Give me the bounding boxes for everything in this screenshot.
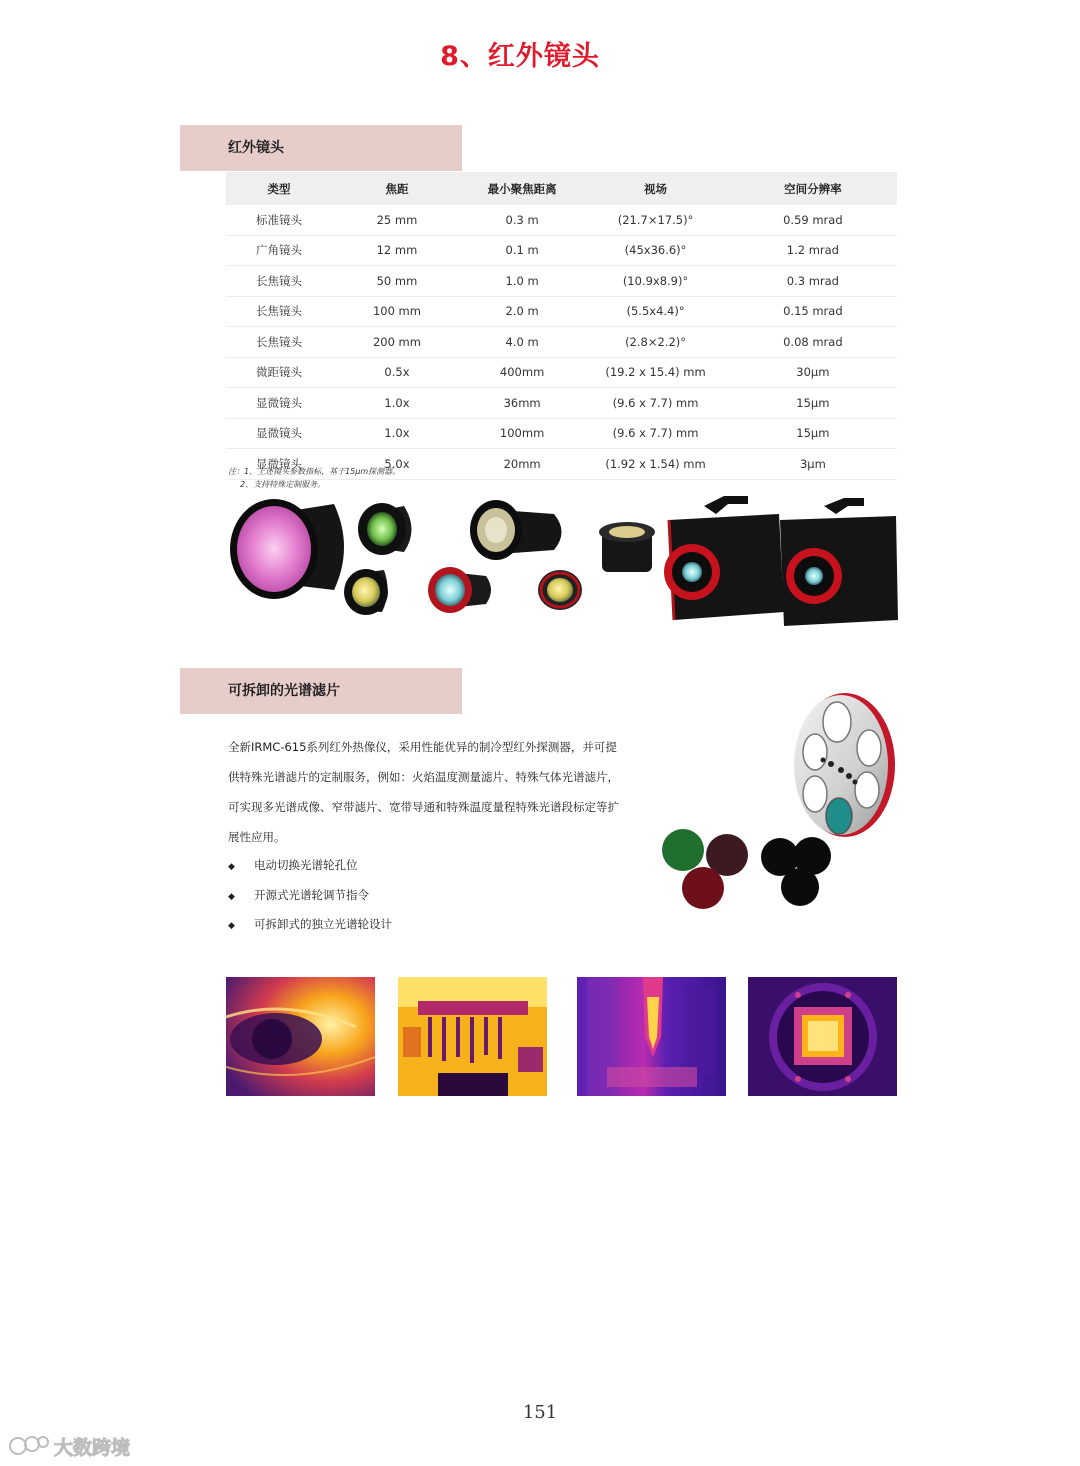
filter-description [228,732,628,852]
feature-bullet-list [228,851,392,940]
table-cell: (9.6 x 7.7) mm [582,388,728,419]
page-title: 8、红外镜头 [440,41,600,72]
table-cell: (5.5x4.4)° [582,296,728,327]
table-cell: 标准镜头 [226,205,332,235]
table-cell: 广角镜头 [226,235,332,266]
table-cell: 50 mm [332,266,462,297]
table-cell: 长焦镜头 [226,327,332,358]
diamond-bullet-icon: ◆ [228,862,235,872]
watermark-logo-icon [8,1433,50,1459]
table-cell: (2.8×2.2)° [582,327,728,358]
note-line: 注：1、上述镜头参数指标，基于15μm探测器。 [228,467,401,476]
filter-discs-image [662,829,831,909]
table-cell: 100mm [462,418,582,449]
small-lens-image [344,569,388,615]
list-item [228,881,392,911]
page-number: 151 [522,1402,558,1423]
table-header-row [226,172,897,205]
camera-image [664,496,784,620]
table-cell: 0.3 mrad [729,266,897,297]
watermark-text: 大数跨境 [54,1436,131,1459]
table-cell: 200 mm [332,327,462,358]
thermal-image-eye [226,977,375,1096]
column-header: 视场 [582,172,728,205]
table-cell: 3μm [729,449,897,480]
table-cell: (10.9x8.9)° [582,266,728,297]
table-cell: (21.7×17.5)° [582,205,728,235]
table-cell: 2.0 m [462,296,582,327]
section-heading-filters: 可拆卸的光谱滤片 [180,668,462,714]
description-line: 可实现多光谱成像、窄带滤片、宽带导通和特殊温度量程特殊光谱段标定等扩 [228,800,619,814]
table-note [228,465,400,491]
table-cell: 25 mm [332,205,462,235]
table-cell: 100 mm [332,296,462,327]
table-cell: 微距镜头 [226,357,332,388]
small-lens-image [428,567,491,613]
table-cell: 12 mm [332,235,462,266]
watermark [8,1430,130,1462]
list-item [228,851,392,881]
description-line: 全新IRMC-615系列红外热像仪，采用性能优异的制冷型红外探测器，并可提 [228,740,617,754]
table-cell: (45x36.6)° [582,235,728,266]
table-cell: 长焦镜头 [226,296,332,327]
table-cell: 0.5x [332,357,462,388]
filter-wheel-photo [655,690,905,915]
table-cell: 20mm [462,449,582,480]
table-cell: 5.0x [332,449,462,480]
table-cell: 1.0 m [462,266,582,297]
table-row [226,205,897,235]
table-cell: 0.1 m [462,235,582,266]
table-cell: (9.6 x 7.7) mm [582,418,728,449]
list-item [228,910,392,940]
table-row [226,327,897,358]
small-lens-image [358,503,412,555]
lens-product-photos [224,492,900,632]
column-header: 空间分辨率 [729,172,897,205]
table-cell: 长焦镜头 [226,266,332,297]
table-row [226,266,897,297]
table-cell: 显微镜头 [226,449,332,480]
thermal-image-chip [748,977,897,1096]
table-row [226,296,897,327]
table-cell: 0.15 mrad [729,296,897,327]
large-lens-image [230,499,344,599]
microscope-lens-image [538,570,582,610]
table-cell: 0.3 m [462,205,582,235]
bullet-text: 可拆卸式的独立光谱轮设计 [254,917,392,931]
thermal-image-nozzle [577,977,726,1096]
table-row [226,357,897,388]
table-cell: 36mm [462,388,582,419]
telephoto-lens-image [470,500,562,560]
column-header: 最小聚焦距离 [462,172,582,205]
section-heading-lenses: 红外镜头 [180,125,462,171]
column-header: 类型 [226,172,332,205]
table-cell: 1.0x [332,388,462,419]
table-cell: 0.08 mrad [729,327,897,358]
camera-image [780,498,898,626]
thermal-image-circuit-board [398,977,547,1096]
bullet-text: 电动切换光谱轮孔位 [254,858,358,872]
table-cell: 0.59 mrad [729,205,897,235]
table-cell: 400mm [462,357,582,388]
table-cell: 1.0x [332,418,462,449]
table-cell: 显微镜头 [226,418,332,449]
macro-lens-image [599,522,655,572]
table-cell: 30μm [729,357,897,388]
note-line: 2、支持特殊定制服务。 [240,480,326,489]
filter-wheel-image [794,693,895,837]
column-header: 焦距 [332,172,462,205]
table-cell: 4.0 m [462,327,582,358]
table-cell: (1.92 x 1.54) mm [582,449,728,480]
table-row [226,235,897,266]
table-cell: (19.2 x 15.4) mm [582,357,728,388]
diamond-bullet-icon: ◆ [228,921,235,931]
bullet-text: 开源式光谱轮调节指令 [254,887,369,902]
lens-spec-table [226,172,897,480]
description-line: 供特殊光谱滤片的定制服务，例如：火焰温度测量滤片、特殊气体光谱滤片， [228,770,619,784]
table-row [226,418,897,449]
table-cell: 显微镜头 [226,388,332,419]
diamond-bullet-icon: ◆ [228,891,235,902]
table-cell: 1.2 mrad [729,235,897,266]
table-cell: 15μm [729,388,897,419]
table-cell: 15μm [729,418,897,449]
table-row [226,388,897,419]
description-line: 展性应用。 [228,830,286,844]
